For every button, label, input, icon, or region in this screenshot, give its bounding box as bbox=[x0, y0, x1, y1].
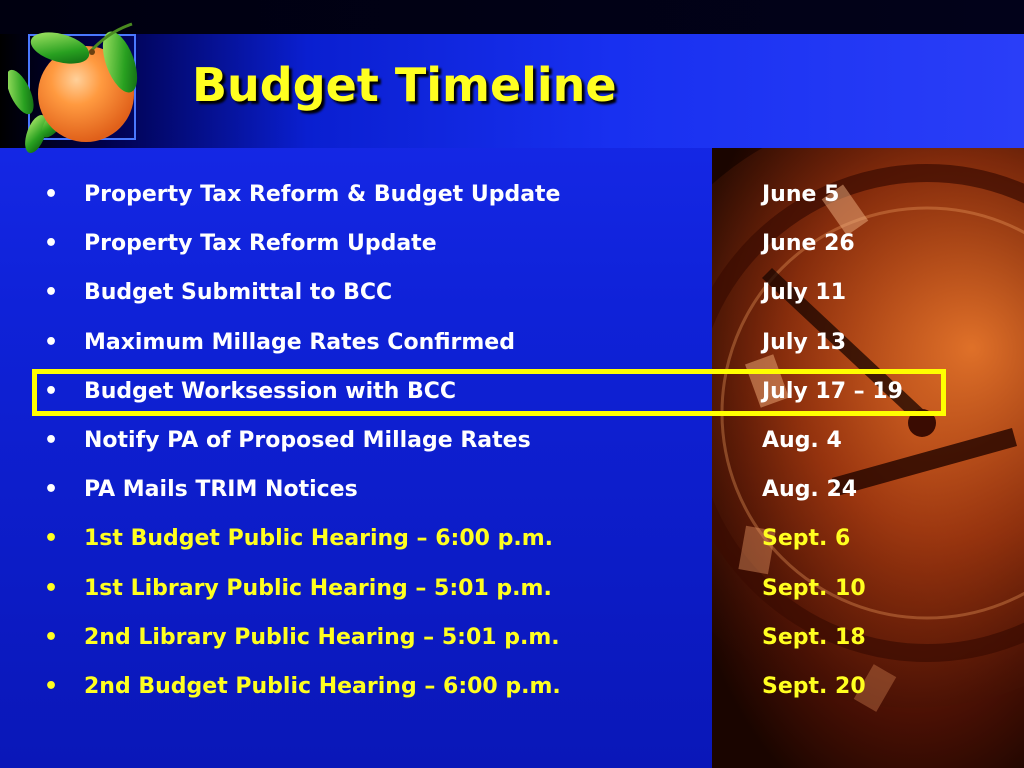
timeline-item-label: Budget Worksession with BCC bbox=[84, 378, 457, 404]
timeline-item bbox=[0, 514, 1024, 563]
timeline-item bbox=[0, 219, 1024, 268]
bullet-icon: • bbox=[44, 624, 59, 650]
timeline-item-date: Aug. 4 bbox=[762, 428, 842, 453]
timeline-item bbox=[0, 613, 1024, 662]
orange-logo-icon bbox=[8, 22, 158, 162]
timeline-item-date: Sept. 20 bbox=[762, 674, 866, 699]
timeline-item bbox=[0, 318, 1024, 367]
timeline-item-date: July 13 bbox=[762, 329, 847, 355]
timeline-item-date: July 17 – 19 bbox=[762, 378, 903, 404]
bullet-icon: • bbox=[44, 428, 59, 453]
timeline-item-date: July 11 bbox=[762, 280, 847, 306]
bullet-icon: • bbox=[44, 526, 59, 552]
timeline-item-label: Budget Submittal to BCC bbox=[84, 280, 393, 306]
timeline-item-date: Aug. 24 bbox=[762, 477, 858, 503]
slide-title: Budget Timeline bbox=[192, 58, 617, 112]
timeline-item-label: PA Mails TRIM Notices bbox=[84, 477, 358, 503]
timeline-item bbox=[0, 564, 1024, 613]
timeline-item-date: Sept. 10 bbox=[762, 575, 866, 601]
bullet-icon: • bbox=[44, 378, 59, 404]
bullet-icon: • bbox=[44, 280, 59, 306]
bullet-icon: • bbox=[44, 674, 59, 699]
timeline-item-label: 1st Library Public Hearing – 5:01 p.m. bbox=[84, 575, 552, 601]
timeline-item bbox=[0, 465, 1024, 514]
timeline-item-label: Property Tax Reform Update bbox=[84, 231, 437, 257]
highlight-box bbox=[32, 369, 946, 416]
timeline-item-label: 2nd Budget Public Hearing – 6:00 p.m. bbox=[84, 674, 561, 699]
bullet-icon: • bbox=[44, 231, 59, 257]
timeline-item bbox=[0, 662, 1024, 711]
timeline-item-label: Maximum Millage Rates Confirmed bbox=[84, 329, 515, 355]
bullet-icon: • bbox=[44, 477, 59, 503]
timeline-item-label: 1st Budget Public Hearing – 6:00 p.m. bbox=[84, 526, 553, 552]
timeline-item bbox=[0, 416, 1024, 465]
timeline-item bbox=[0, 268, 1024, 317]
timeline-item-date: June 26 bbox=[762, 231, 855, 257]
timeline-item-label: Property Tax Reform & Budget Update bbox=[84, 182, 561, 207]
bullet-icon: • bbox=[44, 329, 59, 355]
bullet-icon: • bbox=[44, 182, 59, 207]
timeline-item bbox=[0, 170, 1024, 219]
timeline-item-date: Sept. 6 bbox=[762, 526, 851, 552]
timeline-item-label: Notify PA of Proposed Millage Rates bbox=[84, 428, 531, 453]
timeline-item-label: 2nd Library Public Hearing – 5:01 p.m. bbox=[84, 624, 560, 650]
timeline-item-date: Sept. 18 bbox=[762, 624, 866, 650]
bullet-icon: • bbox=[44, 575, 59, 601]
timeline-item-date: June 5 bbox=[762, 182, 840, 207]
